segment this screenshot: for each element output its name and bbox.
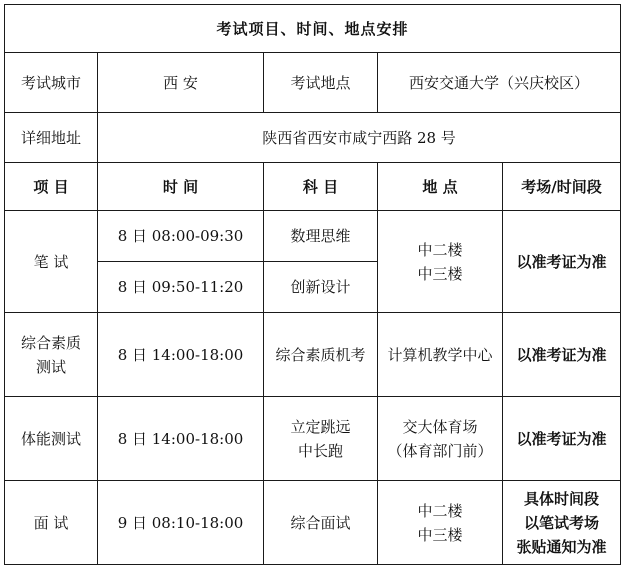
quality-item-line: 综合素质 xyxy=(20,333,81,352)
physical-subject-line: 中长跑 xyxy=(297,441,343,460)
interview-location-line: 中三楼 xyxy=(417,525,463,544)
address-value: 陕西省西安市咸宁西路 28 号 xyxy=(98,113,621,163)
written-subject-2: 创新设计 xyxy=(264,262,378,313)
physical-time: 8 日 14:00-18:00 xyxy=(98,397,264,481)
written-item: 笔 试 xyxy=(5,211,98,313)
table-title: 考试项目、时间、地点安排 xyxy=(5,5,621,53)
table-row-physical xyxy=(5,397,621,481)
interview-location xyxy=(378,481,503,565)
table-row-quality xyxy=(5,313,621,397)
header-time: 时 间 xyxy=(98,163,264,211)
interview-location-line: 中二楼 xyxy=(417,501,463,520)
title-row xyxy=(5,5,621,53)
interview-room-line: 具体时间段 xyxy=(523,489,599,508)
city-label: 考试城市 xyxy=(5,53,98,113)
quality-subject: 综合素质机考 xyxy=(264,313,378,397)
exam-schedule-table xyxy=(4,4,621,565)
interview-item: 面 试 xyxy=(5,481,98,565)
interview-time: 9 日 08:10-18:00 xyxy=(98,481,264,565)
written-location-line: 中二楼 xyxy=(417,240,463,259)
quality-location: 计算机教学中心 xyxy=(378,313,503,397)
written-subject-1: 数理思维 xyxy=(264,211,378,262)
header-subject: 科 目 xyxy=(264,163,378,211)
physical-location-line: 交大体育场 xyxy=(402,417,478,436)
location-label: 考试地点 xyxy=(264,53,378,113)
quality-item xyxy=(5,313,98,397)
table-row-written-1 xyxy=(5,211,621,262)
written-location-line: 中三楼 xyxy=(417,264,463,283)
table-row-interview xyxy=(5,481,621,565)
city-value: 西 安 xyxy=(98,53,264,113)
header-item: 项 目 xyxy=(5,163,98,211)
header-room: 考场/时间段 xyxy=(503,163,621,211)
interview-room xyxy=(503,481,621,565)
location-value: 西安交通大学（兴庆校区） xyxy=(378,53,621,113)
header-row xyxy=(5,163,621,211)
quality-room: 以准考证为准 xyxy=(503,313,621,397)
written-room: 以准考证为准 xyxy=(503,211,621,313)
physical-location-line: （体育部门前） xyxy=(387,441,493,460)
quality-time: 8 日 14:00-18:00 xyxy=(98,313,264,397)
physical-room: 以准考证为准 xyxy=(503,397,621,481)
interview-room-line: 以笔试考场 xyxy=(523,513,599,532)
quality-item-line: 测试 xyxy=(35,357,66,376)
interview-subject: 综合面试 xyxy=(264,481,378,565)
address-label: 详细地址 xyxy=(5,113,98,163)
written-time-1: 8 日 08:00-09:30 xyxy=(98,211,264,262)
city-row xyxy=(5,53,621,113)
interview-room-line: 张贴通知为准 xyxy=(516,537,607,556)
address-row xyxy=(5,113,621,163)
written-location xyxy=(378,211,503,313)
physical-item: 体能测试 xyxy=(5,397,98,481)
written-time-2: 8 日 09:50-11:20 xyxy=(98,262,264,313)
physical-subject xyxy=(264,397,378,481)
physical-location xyxy=(378,397,503,481)
physical-subject-line: 立定跳远 xyxy=(290,417,351,436)
header-location: 地 点 xyxy=(378,163,503,211)
